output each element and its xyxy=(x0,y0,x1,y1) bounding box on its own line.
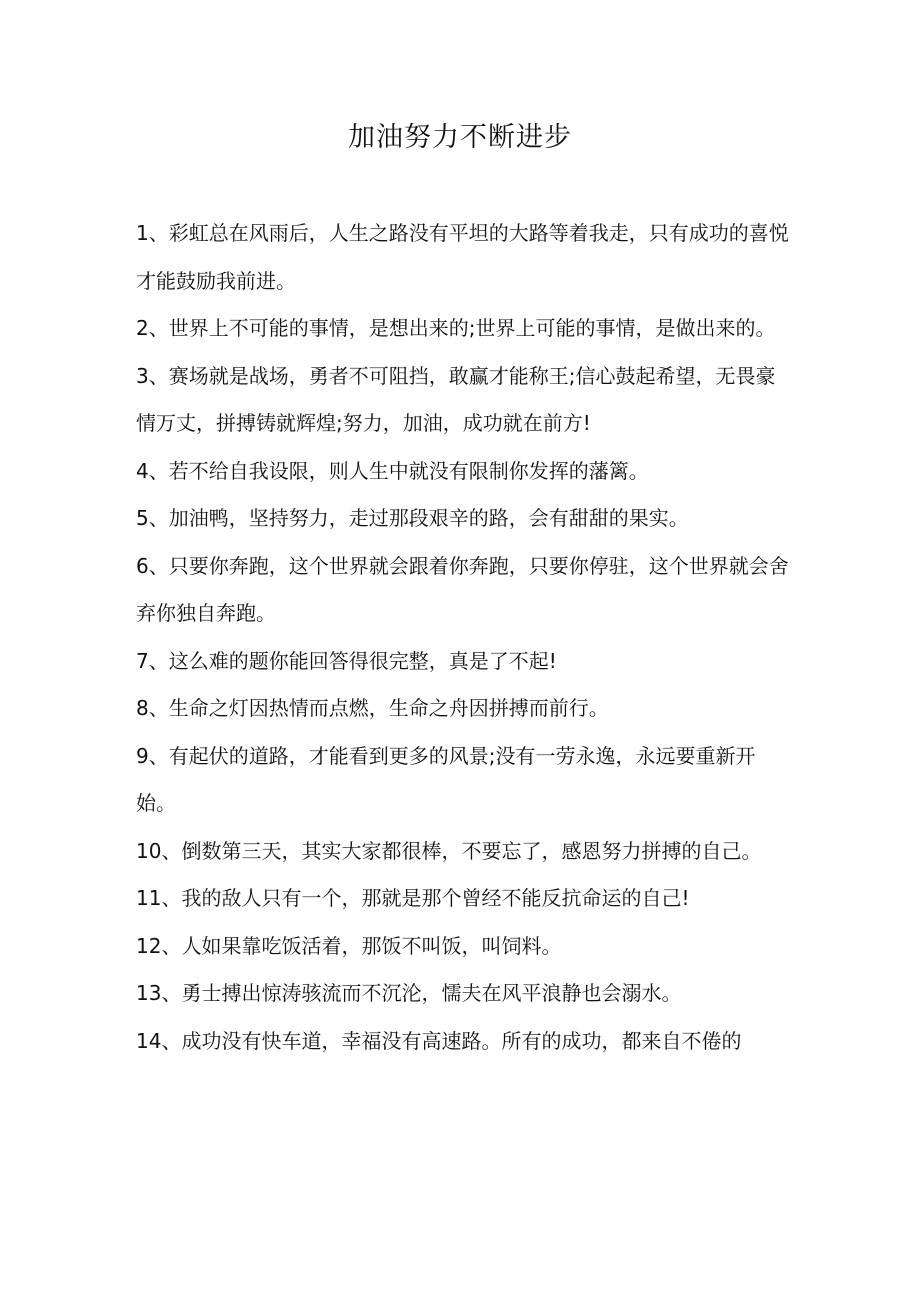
list-item: 13、勇士搏出惊涛骇流而不沉沦，懦夫在风平浪静也会溺水。 xyxy=(136,981,682,1005)
list-item: 11、我的敌人只有一个，那就是那个曾经不能反抗命运的自己! xyxy=(136,886,690,910)
list-item: 1、彩虹总在风雨后，人生之路没有平坦的大路等着我走，只有成功的喜悦才能鼓励我前进。 xyxy=(136,221,789,293)
list-item: 2、世界上不可能的事情，是想出来的;世界上可能的事情，是做出来的。 xyxy=(136,316,776,340)
list-item: 9、有起伏的道路，才能看到更多的风景;没有一劳永逸，永远要重新开始。 xyxy=(136,743,756,815)
list-item: 8、生命之灯因热情而点燃，生命之舟因拼搏而前行。 xyxy=(136,696,609,720)
list-item: 10、倒数第三天，其实大家都很棒，不要忘了，感恩努力拼搏的自己。 xyxy=(136,838,762,863)
list-item: 4、若不给自我设限，则人生中就没有限制你发挥的藩篱。 xyxy=(136,458,649,483)
quote-list xyxy=(136,210,791,1065)
list-item: 12、人如果靠吃饭活着，那饭不叫饭，叫饲料。 xyxy=(136,933,562,958)
list-item: 6、只要你奔跑，这个世界就会跟着你奔跑，只要你停驻，这个世界就会舍弃你独自奔跑。 xyxy=(136,553,789,625)
list-item: 5、加油鸭，坚持努力，走过那段艰辛的路，会有甜甜的果实。 xyxy=(136,506,689,530)
page-title: 加油努力不断进步 xyxy=(348,122,572,153)
list-item: 14、成功没有快车道，幸福没有高速路。所有的成功，都来自不倦的 xyxy=(136,1028,742,1053)
list-item: 3、赛场就是战场，勇者不可阻挡，敢赢才能称王;信心鼓起希望，无畏豪情万丈，拼搏铸就辉煌;努力，加油，成功就在前方! xyxy=(136,363,776,435)
list-item: 7、这么难的题你能回答得很完整，真是了不起! xyxy=(136,648,557,673)
